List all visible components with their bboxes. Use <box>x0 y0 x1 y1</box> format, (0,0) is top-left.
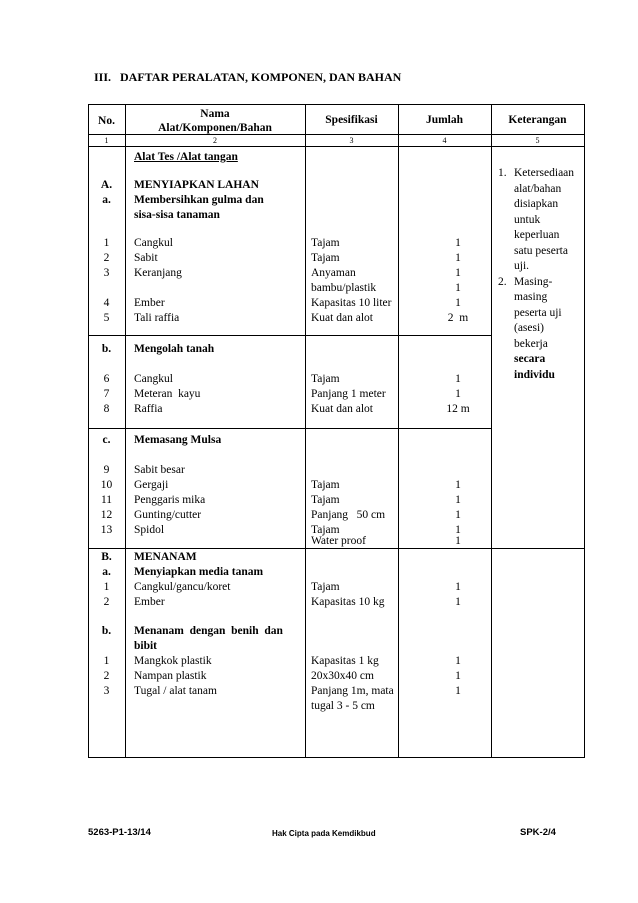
table-border-col1 <box>125 104 126 757</box>
item-name: Sabit <box>134 252 158 264</box>
item-name: Ember <box>134 596 165 608</box>
item-qty: 1 <box>455 267 461 279</box>
item-no: 1 <box>103 237 110 249</box>
item-no: 4 <box>103 297 110 309</box>
column-number-5: 5 <box>535 136 540 145</box>
header-no: No. <box>98 115 115 127</box>
item-no: 10 <box>100 479 113 491</box>
item-spec: Panjang 1 meter <box>311 388 386 400</box>
column-number-1: 1 <box>104 136 109 145</box>
item-spec: Kuat dan alot <box>311 403 373 415</box>
note-line: keperluan <box>514 229 560 241</box>
section-c-letter: c. <box>102 434 111 446</box>
section-heading: III. DAFTAR PERALATAN, KOMPONEN, DAN BAHAN <box>94 70 402 84</box>
footer-document-code: 5263-P1-13/14 <box>88 827 151 838</box>
item-name: Gunting/cutter <box>134 509 202 521</box>
note-line: disiapkan <box>514 198 559 210</box>
item-no: 1 <box>103 581 110 593</box>
item-qty: 1 <box>455 685 461 697</box>
section-big-b-sub-heading: Menyiapkan media tanam <box>134 566 264 578</box>
note-line: masing <box>514 291 548 303</box>
section-a-title: Alat Tes /Alat tangan <box>134 151 238 163</box>
item-spec: Tajam <box>311 494 340 506</box>
item-spec: Water proof <box>311 535 366 547</box>
item-qty: 1 <box>455 581 461 593</box>
item-name: Cangkul <box>134 373 173 385</box>
header-keterangan: Keterangan <box>508 114 567 126</box>
item-spec: Tajam <box>311 252 340 264</box>
item-name: Sabit besar <box>134 464 185 476</box>
section-a-letter: A. <box>100 179 113 191</box>
section-c-heading: Memasang Mulsa <box>134 434 222 446</box>
item-no: 6 <box>103 373 110 385</box>
item-qty: 1 <box>455 282 461 294</box>
item-no: 2 <box>103 252 110 264</box>
note-line: Ketersediaan <box>514 167 575 179</box>
item-name: Gergaji <box>134 479 169 491</box>
table-border-top <box>88 104 585 105</box>
note-item <box>498 166 586 275</box>
item-name: Tali raffia <box>134 312 180 324</box>
column-number-4: 4 <box>442 136 447 145</box>
item-spec: Kapasitas 1 kg <box>311 655 379 667</box>
item-name: Meteran kayu <box>134 388 201 400</box>
section-b-letter: b. <box>101 343 112 355</box>
header-nama-line1: Nama <box>200 108 230 120</box>
item-spec: Panjang 50 cm <box>311 509 386 521</box>
item-spec: bambu/plastik <box>311 282 377 294</box>
item-spec: Tajam <box>311 479 340 491</box>
item-spec: Panjang 1m, mata <box>311 685 394 697</box>
note-line: alat/bahan <box>514 182 562 195</box>
item-name: Cangkul/gancu/koret <box>134 581 231 593</box>
item-qty: 1 <box>455 509 461 521</box>
note-line: (asesi) <box>514 322 545 334</box>
section-big-b-sub-letter: a. <box>102 566 111 578</box>
column-number-3: 3 <box>349 136 354 145</box>
section-big-b-sub-heading-b-line2: bibit <box>134 640 158 652</box>
item-no: 3 <box>103 267 110 279</box>
note-line-bold: individu <box>514 368 555 381</box>
item-name: Raffia <box>134 403 163 415</box>
item-no: 9 <box>103 464 110 476</box>
item-spec: Anyaman <box>311 267 356 279</box>
item-qty: 2 m <box>447 312 469 324</box>
item-spec: tugal 3 - 5 cm <box>311 700 375 712</box>
table-border-bottom <box>88 757 585 758</box>
note-line: Masing- <box>514 275 553 288</box>
section-a-sub-line1: Membersihkan gulma dan <box>134 194 264 206</box>
header-spesifikasi: Spesifikasi <box>325 114 378 126</box>
table-border-col2 <box>305 104 306 757</box>
item-name: Tugal / alat tanam <box>134 685 217 697</box>
keterangan-notes <box>498 166 586 383</box>
item-qty: 1 <box>455 237 461 249</box>
section-b-heading: Mengolah tanah <box>134 343 215 355</box>
item-no: 11 <box>100 494 113 506</box>
section-big-b-heading: MENANAM <box>134 551 197 563</box>
item-no: 13 <box>100 524 113 536</box>
note-line: satu peserta <box>514 244 568 257</box>
item-qty: 1 <box>455 524 461 536</box>
note-number: 2. <box>498 275 507 288</box>
header-jumlah: Jumlah <box>425 114 464 126</box>
item-name: Cangkul <box>134 237 173 249</box>
item-name: Keranjang <box>134 267 182 279</box>
item-spec: Tajam <box>311 237 340 249</box>
item-name: Spidol <box>134 524 165 536</box>
item-qty: 1 <box>455 252 461 264</box>
column-number-2: 2 <box>213 136 217 145</box>
item-qty: 12 m <box>446 403 470 415</box>
colnum-bottom-border <box>88 146 584 147</box>
item-no: 5 <box>103 312 110 324</box>
section-big-b-sub-letter-b: b. <box>101 625 112 637</box>
section-a-bottom-border <box>88 335 491 336</box>
note-line-bold: secara <box>514 353 546 365</box>
item-no: 1 <box>103 655 110 667</box>
item-no: 2 <box>103 596 110 608</box>
item-spec: Kuat dan alot <box>311 312 373 324</box>
item-spec: 20x30x40 cm <box>311 670 374 682</box>
footer-page-code: SPK-2/4 <box>520 827 556 838</box>
section-a-sub-letter: a. <box>102 194 111 206</box>
item-no: 7 <box>103 388 110 400</box>
note-line: untuk <box>514 213 541 226</box>
item-spec: Tajam <box>311 373 340 385</box>
section-b-bottom-border <box>88 428 491 429</box>
note-line: peserta uji <box>514 306 562 319</box>
item-spec: Kapasitas 10 liter <box>311 297 392 309</box>
item-no: 8 <box>103 403 110 415</box>
note-line: bekerja <box>514 337 548 350</box>
item-no: 3 <box>103 685 110 697</box>
item-qty: 1 <box>455 297 461 309</box>
item-qty: 1 <box>455 535 461 547</box>
item-qty: 1 <box>455 373 461 385</box>
note-line: uji. <box>514 260 530 272</box>
item-qty: 1 <box>455 494 461 506</box>
item-qty: 1 <box>455 670 461 682</box>
item-name: Nampan plastik <box>134 670 207 682</box>
item-name: Mangkok plastik <box>134 655 212 667</box>
item-qty: 1 <box>455 479 461 491</box>
item-qty: 1 <box>455 388 461 400</box>
item-qty: 1 <box>455 655 461 667</box>
section-big-b-letter: B. <box>101 551 112 563</box>
note-item <box>498 275 586 384</box>
item-spec: Kapasitas 10 kg <box>311 596 385 608</box>
item-name: Ember <box>134 297 165 309</box>
section-a-heading: MENYIAPKAN LAHAN <box>134 179 259 191</box>
section-a-sub-line2: sisa-sisa tanaman <box>134 209 220 221</box>
item-no: 12 <box>100 509 113 521</box>
footer-copyright: Hak Cipta pada Kemdikbud <box>272 829 376 838</box>
section-big-b-sub-heading-b-line1: Menanam dengan benih dan <box>134 625 283 637</box>
header-nama-line2: Alat/Komponen/Bahan <box>158 122 272 134</box>
item-spec: Tajam <box>311 524 340 536</box>
item-spec: Tajam <box>311 581 340 593</box>
note-number: 1. <box>498 167 507 179</box>
item-name: Penggaris mika <box>134 494 206 506</box>
item-no: 2 <box>103 670 110 682</box>
item-qty: 1 <box>455 596 461 608</box>
